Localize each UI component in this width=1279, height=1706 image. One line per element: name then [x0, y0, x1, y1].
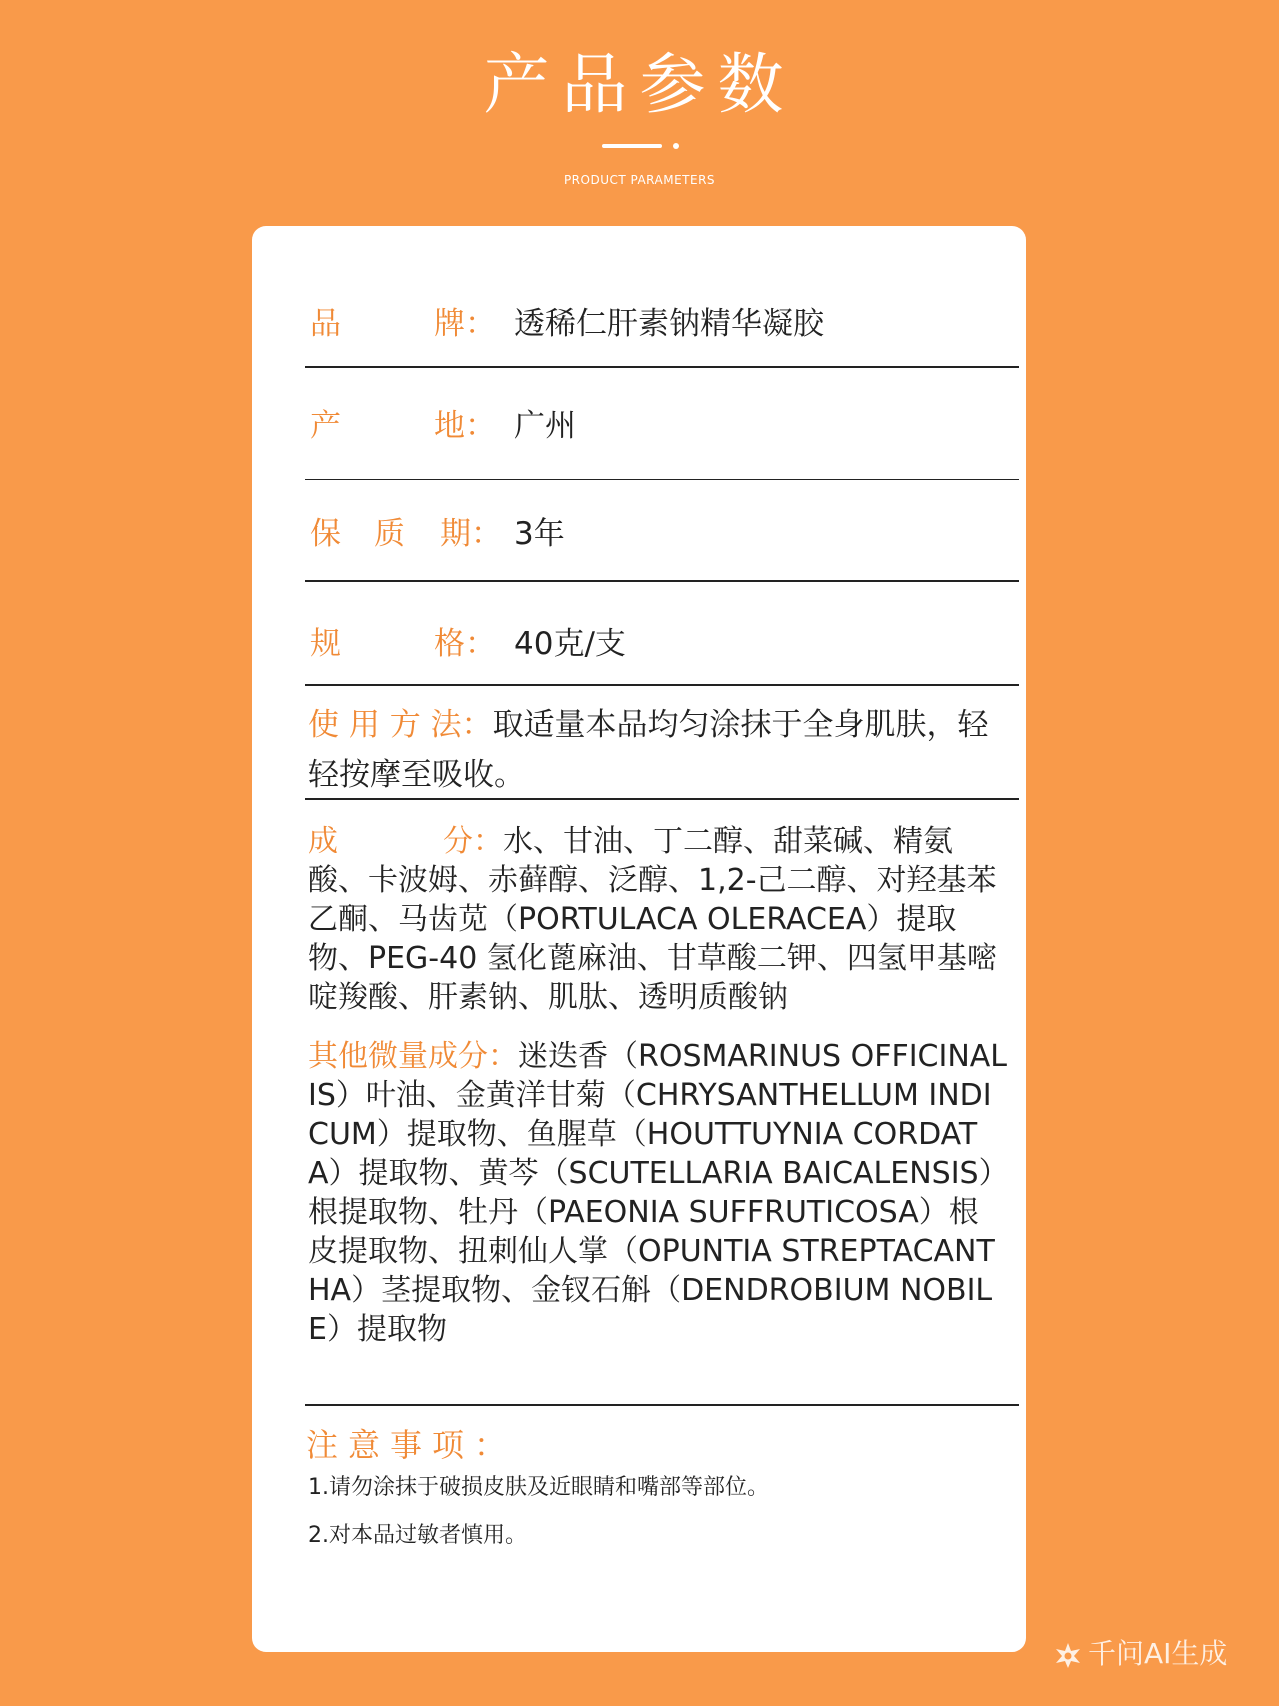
notes-title: 注意事项： — [306, 1426, 517, 1464]
divider-line — [305, 798, 1019, 800]
spec-label-b: 格： — [434, 626, 496, 662]
brand-value: 透稀仁肝素钠精华凝胶 — [514, 306, 824, 342]
brand-label-a: 品 — [310, 306, 341, 342]
divider-line — [305, 684, 1019, 686]
trace-ingredients-label: 其他微量成分： — [308, 1039, 518, 1074]
shelf-life-label-c: 期： — [440, 516, 502, 552]
ingredients-label-a: 成 — [308, 824, 338, 859]
ingredients-section — [308, 822, 1008, 1017]
divider-bar — [602, 144, 662, 148]
note-item: 1.请勿涂抹于破损皮肤及近眼睛和嘴部等部位。 — [308, 1475, 769, 1500]
origin-value: 广州 — [514, 408, 576, 444]
usage-text: 取适量本品均匀涂抹于全身肌肤，轻轻按摩至吸收。 — [308, 707, 989, 793]
note-item: 2.对本品过敏者慎用。 — [308, 1523, 527, 1548]
usage-label: 使 用 方 法： — [308, 707, 493, 743]
brand-label-b: 牌： — [434, 306, 496, 342]
trace-ingredients-section — [308, 1037, 1008, 1349]
ingredients-text: 水、甘油、丁二醇、甜菜碱、精氨酸、卡波姆、赤藓醇、泛醇、1,2-己二醇、对羟基苯乙酮、马齿苋（PORTULACA OLERACEA）提取物、PEG-40 氢化蓖麻油、甘草酸二钾、四氢甲基嘧啶羧酸、肝素钠、肌肽、透明质酸钠 — [308, 824, 997, 1015]
title-divider — [602, 142, 682, 150]
spec-label-a: 规 — [310, 626, 341, 662]
divider-dot — [673, 143, 679, 149]
divider-line — [305, 366, 1019, 368]
ingredients-label-b: 分： — [443, 824, 503, 859]
spec-value: 40克/支 — [514, 626, 626, 662]
divider-line — [305, 479, 1019, 480]
origin-label-b: 地： — [434, 408, 496, 444]
watermark — [1052, 1632, 1227, 1672]
shelf-life-label-b: 质 — [374, 516, 405, 552]
shelf-life-label-a: 保 — [310, 516, 341, 552]
origin-label-a: 产 — [310, 408, 341, 444]
page-subtitle: PRODUCT PARAMETERS — [563, 173, 716, 187]
divider-line — [305, 580, 1019, 582]
trace-ingredients-text: 迷迭香（ROSMARINUS OFFICINALIS）叶油、金黄洋甘菊（CHRYSANTHELLUM INDICUM）提取物、鱼腥草（HOUTTUYNIA CORDATA）提取物、黄芩（SCUTELLARIA BAICALENSIS）根提取物、牡丹（PAEONIA SUFFRUTICOSA）根皮提取物、扭刺仙人掌（OPUNTIA STREPTACANTHA）茎提取物、金钗石斛（DENDROBIUM NOBILE）提取物 — [308, 1039, 1008, 1347]
usage-section — [308, 700, 1008, 800]
sparkle-logo-icon — [1052, 1641, 1084, 1669]
shelf-life-value: 3年 — [514, 516, 565, 552]
watermark-text: 千问AI生成 — [1088, 1637, 1228, 1670]
page-title: 产品参数 — [483, 46, 796, 123]
divider-line — [305, 1404, 1019, 1406]
